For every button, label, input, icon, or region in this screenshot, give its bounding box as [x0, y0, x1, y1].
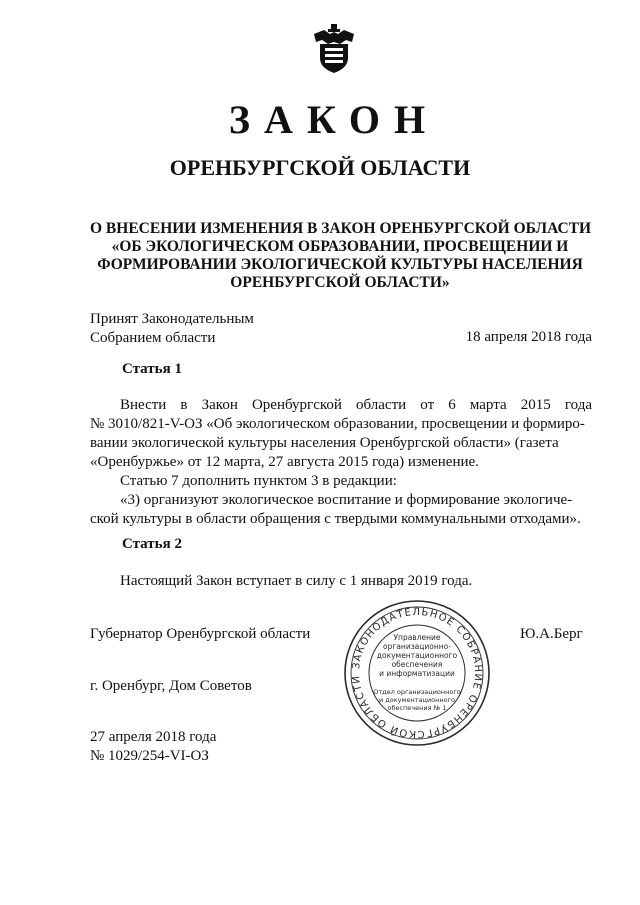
coat-of-arms-icon	[310, 24, 358, 74]
article-1-line: «Оренбуржье» от 12 марта, 27 августа 2015 года) изменение.	[90, 454, 479, 470]
adopted-date: 18 апреля 2018 года	[465, 329, 592, 345]
article-2-heading: Статья 2	[122, 536, 182, 552]
signer-name: Ю.А.Берг	[520, 626, 583, 642]
stamp-bottom-line: и документационного	[379, 696, 455, 704]
signer-position: Губернатор Оренбургской области	[90, 626, 311, 642]
adopted-by	[90, 310, 254, 348]
adopted-line: Собранием области	[90, 330, 216, 346]
stamp-inner-line: Управление	[393, 633, 441, 642]
stamp-bottom-line: Отдел организационного	[373, 688, 461, 696]
article-1-body	[90, 396, 592, 529]
stamp-inner-line: обеспечения	[391, 660, 443, 669]
stamp-inner-line: документационного	[376, 651, 458, 660]
stamp-bottom-line: обеспечения № 1	[387, 704, 447, 712]
official-stamp	[342, 598, 492, 748]
subject-line: ОРЕНБУРГСКОЙ ОБЛАСТИ»	[230, 274, 450, 291]
signing-info	[90, 728, 216, 766]
article-1-line: вании экологической культуры населения Оренбургской области» (газета	[90, 435, 559, 451]
document-region: ОРЕНБУРГСКОЙ ОБЛАСТИ	[169, 155, 471, 180]
stamp-inner-line: организационно-	[383, 642, 451, 651]
article-1-line: «3) организуют экологическое воспитание и формирование экологиче-	[120, 492, 573, 508]
article-2-body	[90, 572, 592, 591]
signing-place: г. Оренбург, Дом Советов	[90, 678, 252, 694]
stamp-outer-text: ЗАКОНОДАТЕЛЬНОЕ СОБРАНИЕ ОРЕНБУРГСКОЙ ОБЛАСТИ	[350, 606, 484, 740]
subject-line: «ОБ ЭКОЛОГИЧЕСКОМ ОБРАЗОВАНИИ, ПРОСВЕЩЕНИИ И	[111, 238, 569, 255]
article-1-line: Статью 7 дополнить пунктом 3 в редакции:	[120, 473, 397, 489]
document-title: ЗАКОН	[228, 97, 440, 142]
article-1-line: Внести в Закон Оренбургской области от 6 марта 2015 года	[120, 397, 592, 413]
law-number: № 1029/254-VI-ОЗ	[90, 748, 209, 764]
subject-line: ФОРМИРОВАНИИ ЭКОЛОГИЧЕСКОЙ КУЛЬТУРЫ НАСЕЛЕНИЯ	[97, 256, 583, 273]
article-1-line: ской культуры в области обращения с твердыми коммунальными отходами».	[90, 511, 581, 527]
law-subject	[90, 220, 590, 292]
signing-date: 27 апреля 2018 года	[90, 729, 217, 745]
article-2-text: Настоящий Закон вступает в силу с 1 января 2019 года.	[120, 573, 473, 589]
article-1-heading: Статья 1	[122, 361, 182, 377]
article-1-line: № 3010/821-V-ОЗ «Об экологическом образовании, просвещении и формиро-	[90, 416, 585, 432]
stamp-inner-line: и информатизации	[379, 669, 455, 678]
adopted-line: Принят Законодательным	[90, 311, 254, 327]
subject-line: О ВНЕСЕНИИ ИЗМЕНЕНИЯ В ЗАКОН ОРЕНБУРГСКОЙ ОБЛАСТИ	[90, 220, 592, 237]
